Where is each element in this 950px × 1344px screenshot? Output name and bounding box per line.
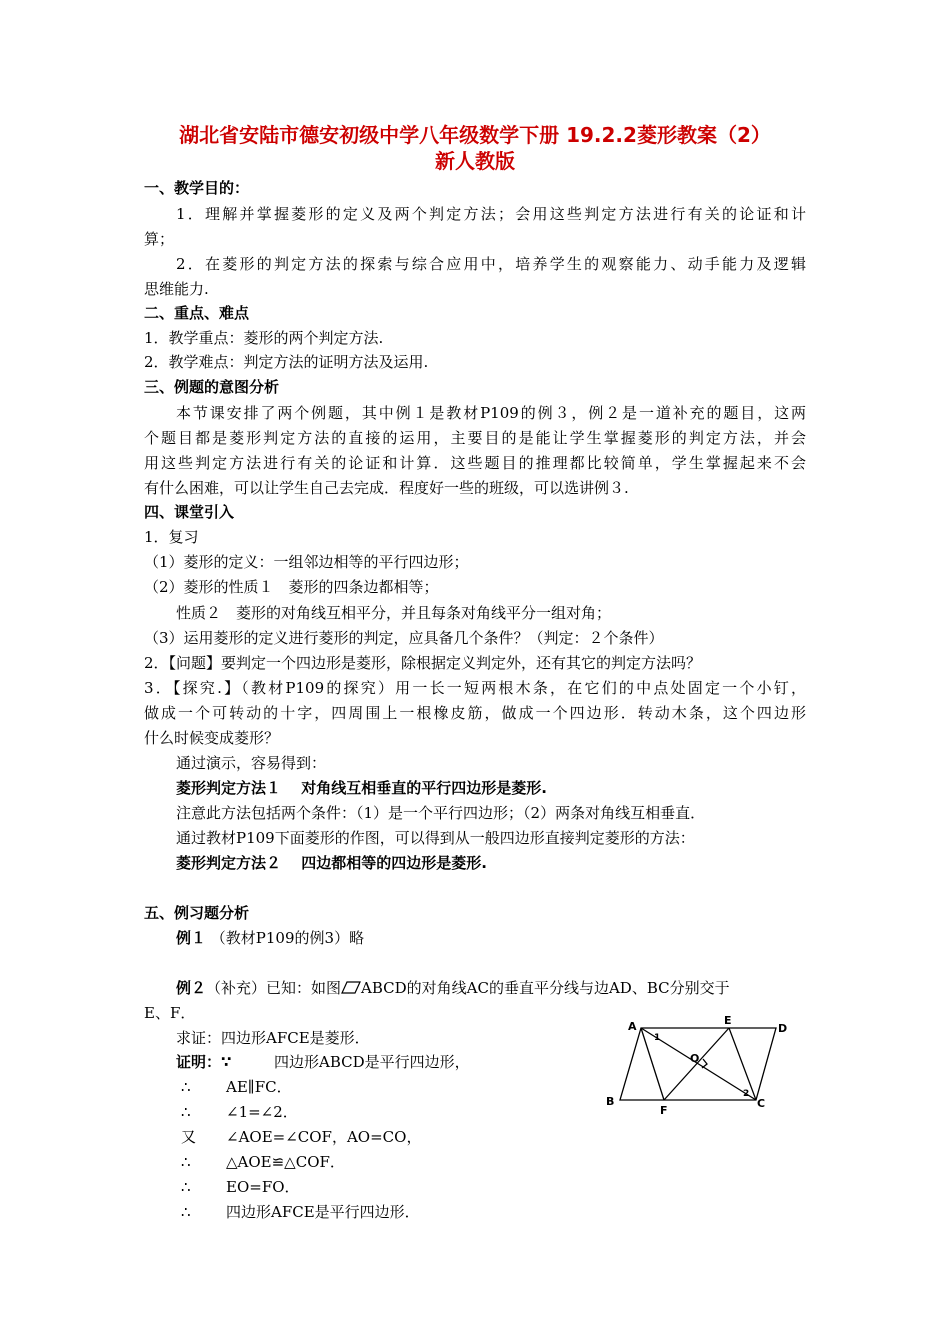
point-label-d: D [778, 1022, 788, 1035]
example-label: 例２ [176, 979, 207, 997]
paragraph-line: 个题目都是菱形判定方法的直接的运用，主要目的是能让学生掌握菱形的判定方法，并会 [144, 429, 806, 447]
also-symbol: 又 [181, 1128, 197, 1146]
parallelogram-icon [341, 981, 361, 994]
paragraph-line: 2．在菱形的判定方法的探索与综合应用中，培养学生的观察能力、动手能力及逻辑 [176, 255, 806, 273]
paragraph-line: 算； [144, 230, 175, 248]
example-text: ABCD的对角线AC的垂直平分线与边AD、BC分别交于 [361, 979, 730, 997]
point-label-b: B [606, 1095, 615, 1108]
example-text: （补充）已知：如图 [206, 979, 342, 997]
proof-line: △AOE≌△COF． [226, 1153, 345, 1171]
section-heading-exercises: 五、例习题分析 [144, 904, 250, 922]
paragraph-line: 1．理解并掌握菱形的定义及两个判定方法；会用这些判定方法进行有关的论证和计 [176, 205, 806, 223]
document-subtitle: 新人教版 [435, 149, 515, 173]
point-label-e: E [724, 1014, 732, 1027]
angle-label-1: 1 [654, 1033, 661, 1043]
paragraph-line: 2．教学难点：判定方法的证明方法及运用. [144, 353, 429, 371]
paragraph-line: （3）运用菱形的定义进行菱形的判定，应具备几个条件？（判定：２个条件） [144, 629, 664, 647]
therefore-symbol: ∴ [181, 1203, 191, 1221]
segment-af [641, 1028, 664, 1100]
proof-line: 四边形AFCE是平行四边形． [226, 1203, 420, 1221]
paragraph-line: 有什么困难，可以让学生自己去完成．程度好一些的班级，可以选讲例３. [144, 479, 629, 497]
example-label: 例１ [176, 929, 207, 947]
therefore-symbol: ∴ [181, 1078, 191, 1096]
theorem-method-1: 菱形判定方法１ 对角线互相垂直的平行四边形是菱形. [176, 779, 547, 797]
paragraph-line: 通过教材P109下面菱形的作图，可以得到从一般四边形直接判定菱形的方法： [176, 829, 695, 847]
example-2-line [176, 978, 730, 998]
example-1 [176, 928, 364, 948]
proof-line: EO=FO． [226, 1178, 300, 1196]
paragraph-line: E、F． [144, 1004, 196, 1022]
proof-line: 四边形ABCD是平行四边形， [274, 1053, 470, 1071]
point-label-c: C [757, 1097, 766, 1110]
document-title: 湖北省安陆市德安初级中学八年级数学下册 19.2.2菱形教案（2） [179, 123, 771, 147]
paragraph-line: 性质２ 菱形的对角线互相平分，并且每条对角线平分一组对角； [176, 604, 612, 622]
angle-label-2: 2 [743, 1089, 750, 1099]
paragraph-line: 用这些判定方法进行有关的论证和计算．这些题目的推理都比较简单，学生掌握起来不会 [144, 454, 806, 472]
paragraph-line: 求证：四边形AFCE是菱形． [176, 1029, 370, 1047]
point-label-o: O [690, 1052, 700, 1065]
therefore-symbol: ∴ [181, 1103, 191, 1121]
paragraph-line: 什么时候变成菱形？ [144, 729, 280, 747]
paragraph-line: 1．教学重点：菱形的两个判定方法. [144, 329, 384, 347]
paragraph-line: 通过演示，容易得到： [176, 754, 327, 772]
therefore-symbol: ∴ [181, 1178, 191, 1196]
section-heading-example-intent: 三、例题的意图分析 [144, 378, 280, 396]
paragraph-line: 1．复习 [144, 528, 199, 546]
paragraph-line: 本节课安排了两个例题，其中例１是教材P109的例３，例２是一道补充的题目，这两 [176, 404, 806, 422]
proof-line: AE∥FC． [226, 1078, 292, 1096]
section-heading-introduction: 四、课堂引入 [144, 503, 235, 521]
section-heading-objectives: 一、教学目的： [144, 179, 250, 197]
point-label-a: A [628, 1020, 637, 1033]
example-text: （教材P109的例3）略 [210, 929, 365, 947]
proof-label: 证明：∵ [176, 1053, 232, 1071]
paragraph-line: 思维能力. [144, 280, 209, 298]
proof-line: ∠1=∠2． [226, 1103, 298, 1121]
theorem-method-2: 菱形判定方法２ 四边都相等的四边形是菱形. [176, 854, 487, 872]
paragraph-line: 做成一个可转动的十字，四周围上一根橡皮筋，做成一个四边形．转动木条，这个四边形 [144, 704, 806, 722]
right-angle-mark [702, 1059, 707, 1068]
proof-line: ∠AOE=∠COF，AO=CO， [226, 1128, 422, 1146]
point-label-f: F [660, 1104, 668, 1117]
paragraph-line: 3．【探究.】（教材P109的探究）用一长一短两根木条，在它们的中点处固定一个小钉， [144, 679, 806, 697]
paragraph-line: （2）菱形的性质１ 菱形的四条边都相等； [144, 578, 439, 596]
paragraph-line: 2．【问题】要判定一个四边形是菱形，除根据定义判定外，还有其它的判定方法吗？ [144, 654, 702, 672]
therefore-symbol: ∴ [181, 1153, 191, 1171]
parallelogram-figure [596, 1014, 796, 1118]
paragraph-line: （1）菱形的定义：一组邻边相等的平行四边形； [144, 553, 469, 571]
paragraph-line: 注意此方法包括两个条件：（1）是一个平行四边形；（2）两条对角线互相垂直． [176, 804, 706, 822]
section-heading-key-points: 二、重点、难点 [144, 304, 250, 322]
